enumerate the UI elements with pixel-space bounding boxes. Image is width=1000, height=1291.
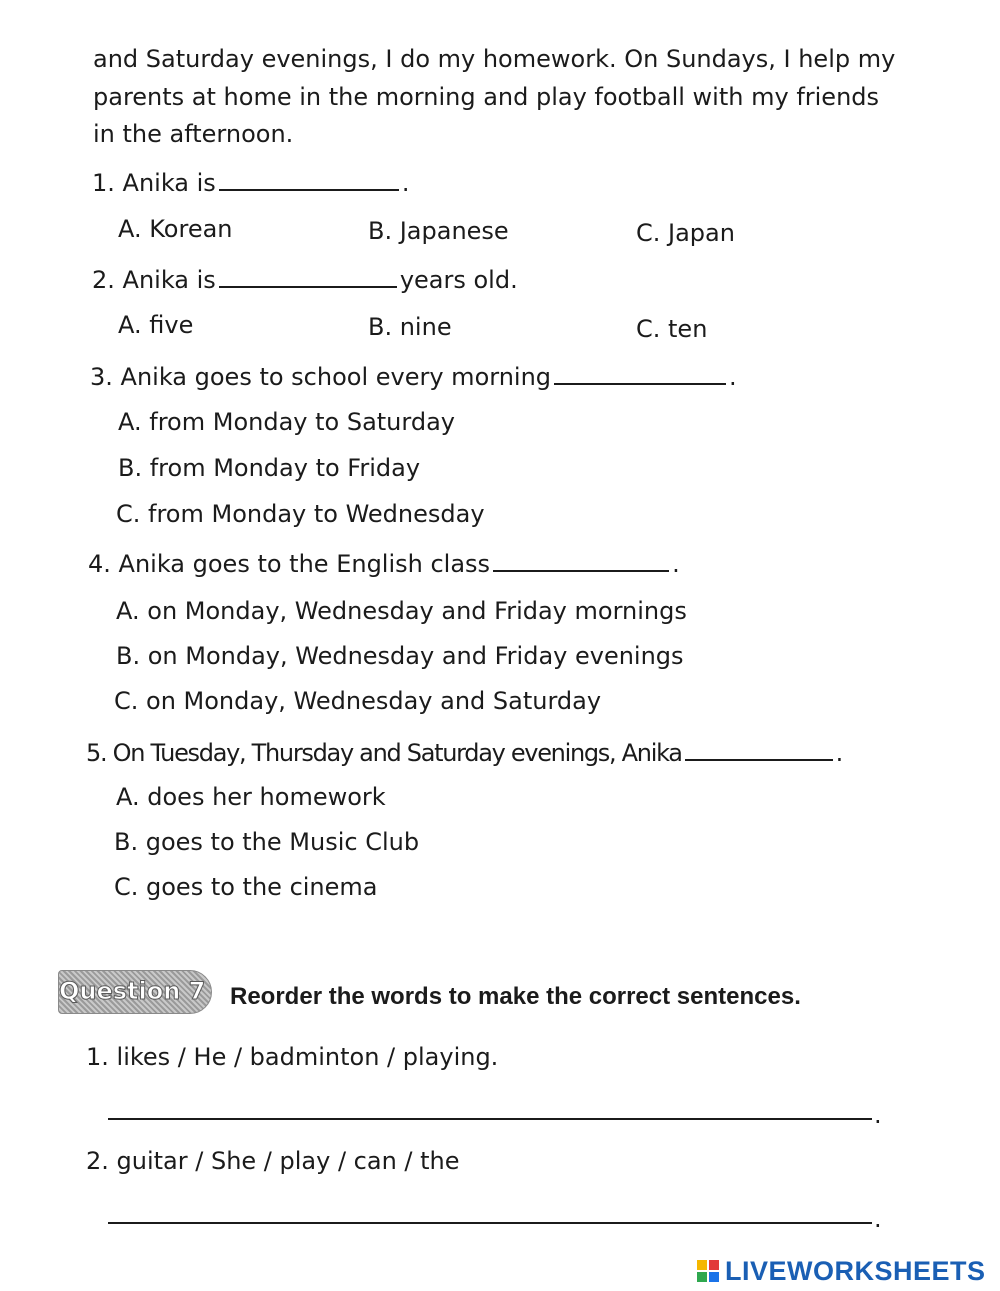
reorder-item-1-prompt: 1. likes / He / badminton / playing. — [86, 1043, 499, 1071]
question-2-option-a[interactable]: A. five — [118, 311, 194, 339]
question-7-badge — [58, 970, 212, 1014]
question-5 — [86, 738, 842, 768]
question-2 — [92, 265, 518, 295]
question-4-blank[interactable] — [493, 550, 669, 572]
question-3-option-b[interactable]: B. from Monday to Friday — [118, 454, 421, 482]
liveworksheets-brand: LIVEWORKSHEETS — [725, 1255, 986, 1286]
question-7-badge-label: Question 7 — [59, 977, 206, 1005]
reorder-item-2-end: . — [874, 1205, 882, 1233]
question-1-option-b[interactable]: B. Japanese — [368, 217, 509, 245]
question-3-option-c[interactable]: C. from Monday to Wednesday — [116, 500, 485, 528]
question-4 — [88, 549, 680, 579]
question-5-option-b[interactable]: B. goes to the Music Club — [114, 828, 420, 856]
question-5-stem: 5. On Tuesday, Thursday and Saturday evenings, Anika — [86, 739, 682, 767]
question-2-stem: 2. Anika is — [92, 266, 216, 294]
question-2-option-c[interactable]: C. ten — [636, 315, 708, 343]
question-1-blank[interactable] — [219, 169, 399, 191]
reorder-item-1-answer-line[interactable] — [108, 1118, 872, 1120]
question-1-end: . — [401, 169, 410, 197]
question-1-option-c[interactable]: C. Japan — [636, 219, 735, 247]
question-3-end: . — [729, 363, 737, 391]
question-7-instruction: Reorder the words to make the correct sentences. — [230, 983, 801, 1010]
question-3-option-a[interactable]: A. from Monday to Saturday — [118, 408, 455, 436]
question-4-stem: 4. Anika goes to the English class — [88, 550, 491, 578]
question-5-option-c[interactable]: C. goes to the cinema — [114, 873, 378, 901]
question-1-stem: 1. Anika is — [92, 169, 216, 197]
liveworksheets-logo-icon — [697, 1260, 719, 1282]
passage-line-3: in the afternoon. — [93, 120, 294, 148]
question-3-blank[interactable] — [554, 363, 726, 385]
reorder-item-1-end: . — [874, 1101, 882, 1129]
reorder-item-2-prompt: 2. guitar / She / play / can / the — [86, 1147, 460, 1175]
passage-line-2: parents at home in the morning and play football with my friends — [93, 83, 880, 111]
question-2-blank[interactable] — [219, 266, 397, 288]
question-5-blank[interactable] — [685, 739, 833, 761]
question-5-option-a[interactable]: A. does her homework — [116, 783, 386, 811]
question-4-option-b[interactable]: B. on Monday, Wednesday and Friday evenings — [116, 642, 684, 670]
reorder-item-2-answer-line[interactable] — [108, 1222, 872, 1224]
question-1 — [92, 168, 409, 198]
question-2-option-b[interactable]: B. nine — [368, 313, 452, 341]
liveworksheets-logo[interactable] — [697, 1254, 986, 1288]
question-3-stem: 3. Anika goes to school every morning — [90, 363, 552, 391]
question-1-option-a[interactable]: A. Korean — [118, 215, 233, 243]
question-4-option-c[interactable]: C. on Monday, Wednesday and Saturday — [114, 687, 602, 715]
question-2-end: years old. — [399, 266, 518, 294]
passage-line-1: and Saturday evenings, I do my homework. On Sundays, I help my — [93, 45, 896, 73]
question-5-end: . — [835, 739, 842, 767]
question-4-option-a[interactable]: A. on Monday, Wednesday and Friday mornings — [116, 597, 687, 625]
question-3 — [90, 362, 737, 392]
question-4-end: . — [672, 550, 680, 578]
